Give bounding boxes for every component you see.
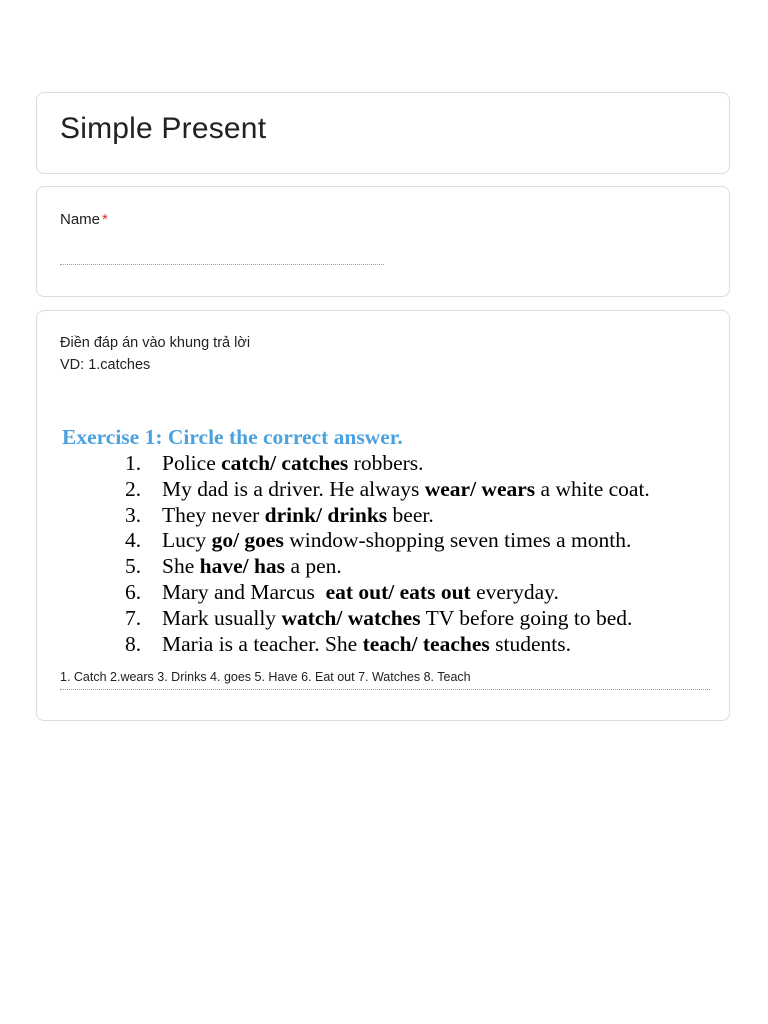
exercise-item — [62, 580, 712, 606]
exercise-image — [62, 423, 712, 657]
answer-choices: drink/ drinks — [264, 502, 388, 527]
answer-choices: go/ goes — [211, 528, 284, 553]
exercise-item — [62, 528, 712, 554]
name-question-card — [36, 186, 730, 297]
exercise-item-sentence — [162, 580, 559, 606]
exercise-item — [62, 632, 712, 658]
exercise-item-sentence — [162, 554, 342, 580]
answer-input-value: 1. Catch 2.wears 3. Drinks 4. goes 5. Have 6. Eat out 7. Watches 8. Teach — [60, 670, 471, 684]
sentence-end: a white coat. — [535, 476, 650, 501]
exercise-item — [62, 606, 712, 632]
name-question-label — [60, 211, 108, 228]
sentence-end: everyday. — [470, 579, 559, 604]
exercise-item-number: 7. — [125, 605, 142, 630]
sentence-end: window-shopping seven times a month. — [283, 528, 632, 553]
sentence-start: She — [162, 554, 200, 579]
sentence-end: students. — [489, 631, 571, 656]
exercise-item-number: 5. — [125, 554, 142, 579]
answer-input[interactable] — [60, 669, 710, 690]
answer-choices: wear/ wears — [424, 476, 536, 501]
exercise-item-number: 8. — [125, 631, 142, 656]
exercise-item-sentence — [162, 606, 632, 632]
question-description-line2: VD: 1.catches — [60, 357, 151, 373]
exercise-item-sentence — [162, 528, 631, 554]
exercise-item-sentence — [162, 503, 434, 529]
sentence-end: a pen. — [285, 554, 342, 579]
exercise-item-number: 2. — [125, 476, 142, 501]
exercise-item — [62, 554, 712, 580]
answer-choices: eat out/ eats out — [325, 579, 471, 604]
exercise-item-number: 6. — [125, 579, 142, 604]
exercise-item-number: 1. — [125, 451, 142, 475]
answer-choices: catch/ catches — [221, 451, 349, 475]
exercise-item-number: 4. — [125, 528, 142, 553]
exercise-item-sentence — [162, 632, 571, 658]
answer-choices: watch/ watches — [281, 605, 421, 630]
answer-choices: teach/ teaches — [362, 631, 490, 656]
sentence-start: Mark usually — [162, 605, 282, 630]
question-description-line1: Điền đáp án vào khung trả lời — [60, 335, 251, 351]
sentence-start: Mary and Marcus — [162, 579, 326, 604]
form-title: Simple Present — [60, 112, 267, 145]
sentence-end: TV before going to bed. — [420, 605, 633, 630]
sentence-start: Police — [162, 451, 222, 475]
sentence-end: beer. — [387, 502, 434, 527]
exercise-question-card — [36, 310, 730, 721]
sentence-end: robbers. — [348, 451, 424, 475]
sentence-start: My dad is a driver. He always — [162, 476, 425, 501]
exercise-item-sentence — [162, 477, 650, 503]
sentence-start: Maria is a teacher. She — [162, 631, 363, 656]
name-label-text: Name — [60, 211, 101, 228]
exercise-item — [62, 451, 712, 477]
exercise-item — [62, 503, 712, 529]
exercise-item-sentence — [162, 451, 424, 477]
required-asterisk: * — [102, 211, 108, 228]
sentence-start: Lucy — [162, 528, 212, 553]
sentence-start: They never — [162, 502, 265, 527]
exercise-item-number: 3. — [125, 502, 142, 527]
answer-choices: have/ has — [199, 554, 286, 579]
name-input[interactable] — [60, 250, 384, 265]
exercise-items-list — [62, 451, 712, 657]
exercise-item — [62, 477, 712, 503]
exercise-heading: Exercise 1: Circle the correct answer. — [62, 425, 403, 449]
form-title-card — [36, 92, 730, 174]
